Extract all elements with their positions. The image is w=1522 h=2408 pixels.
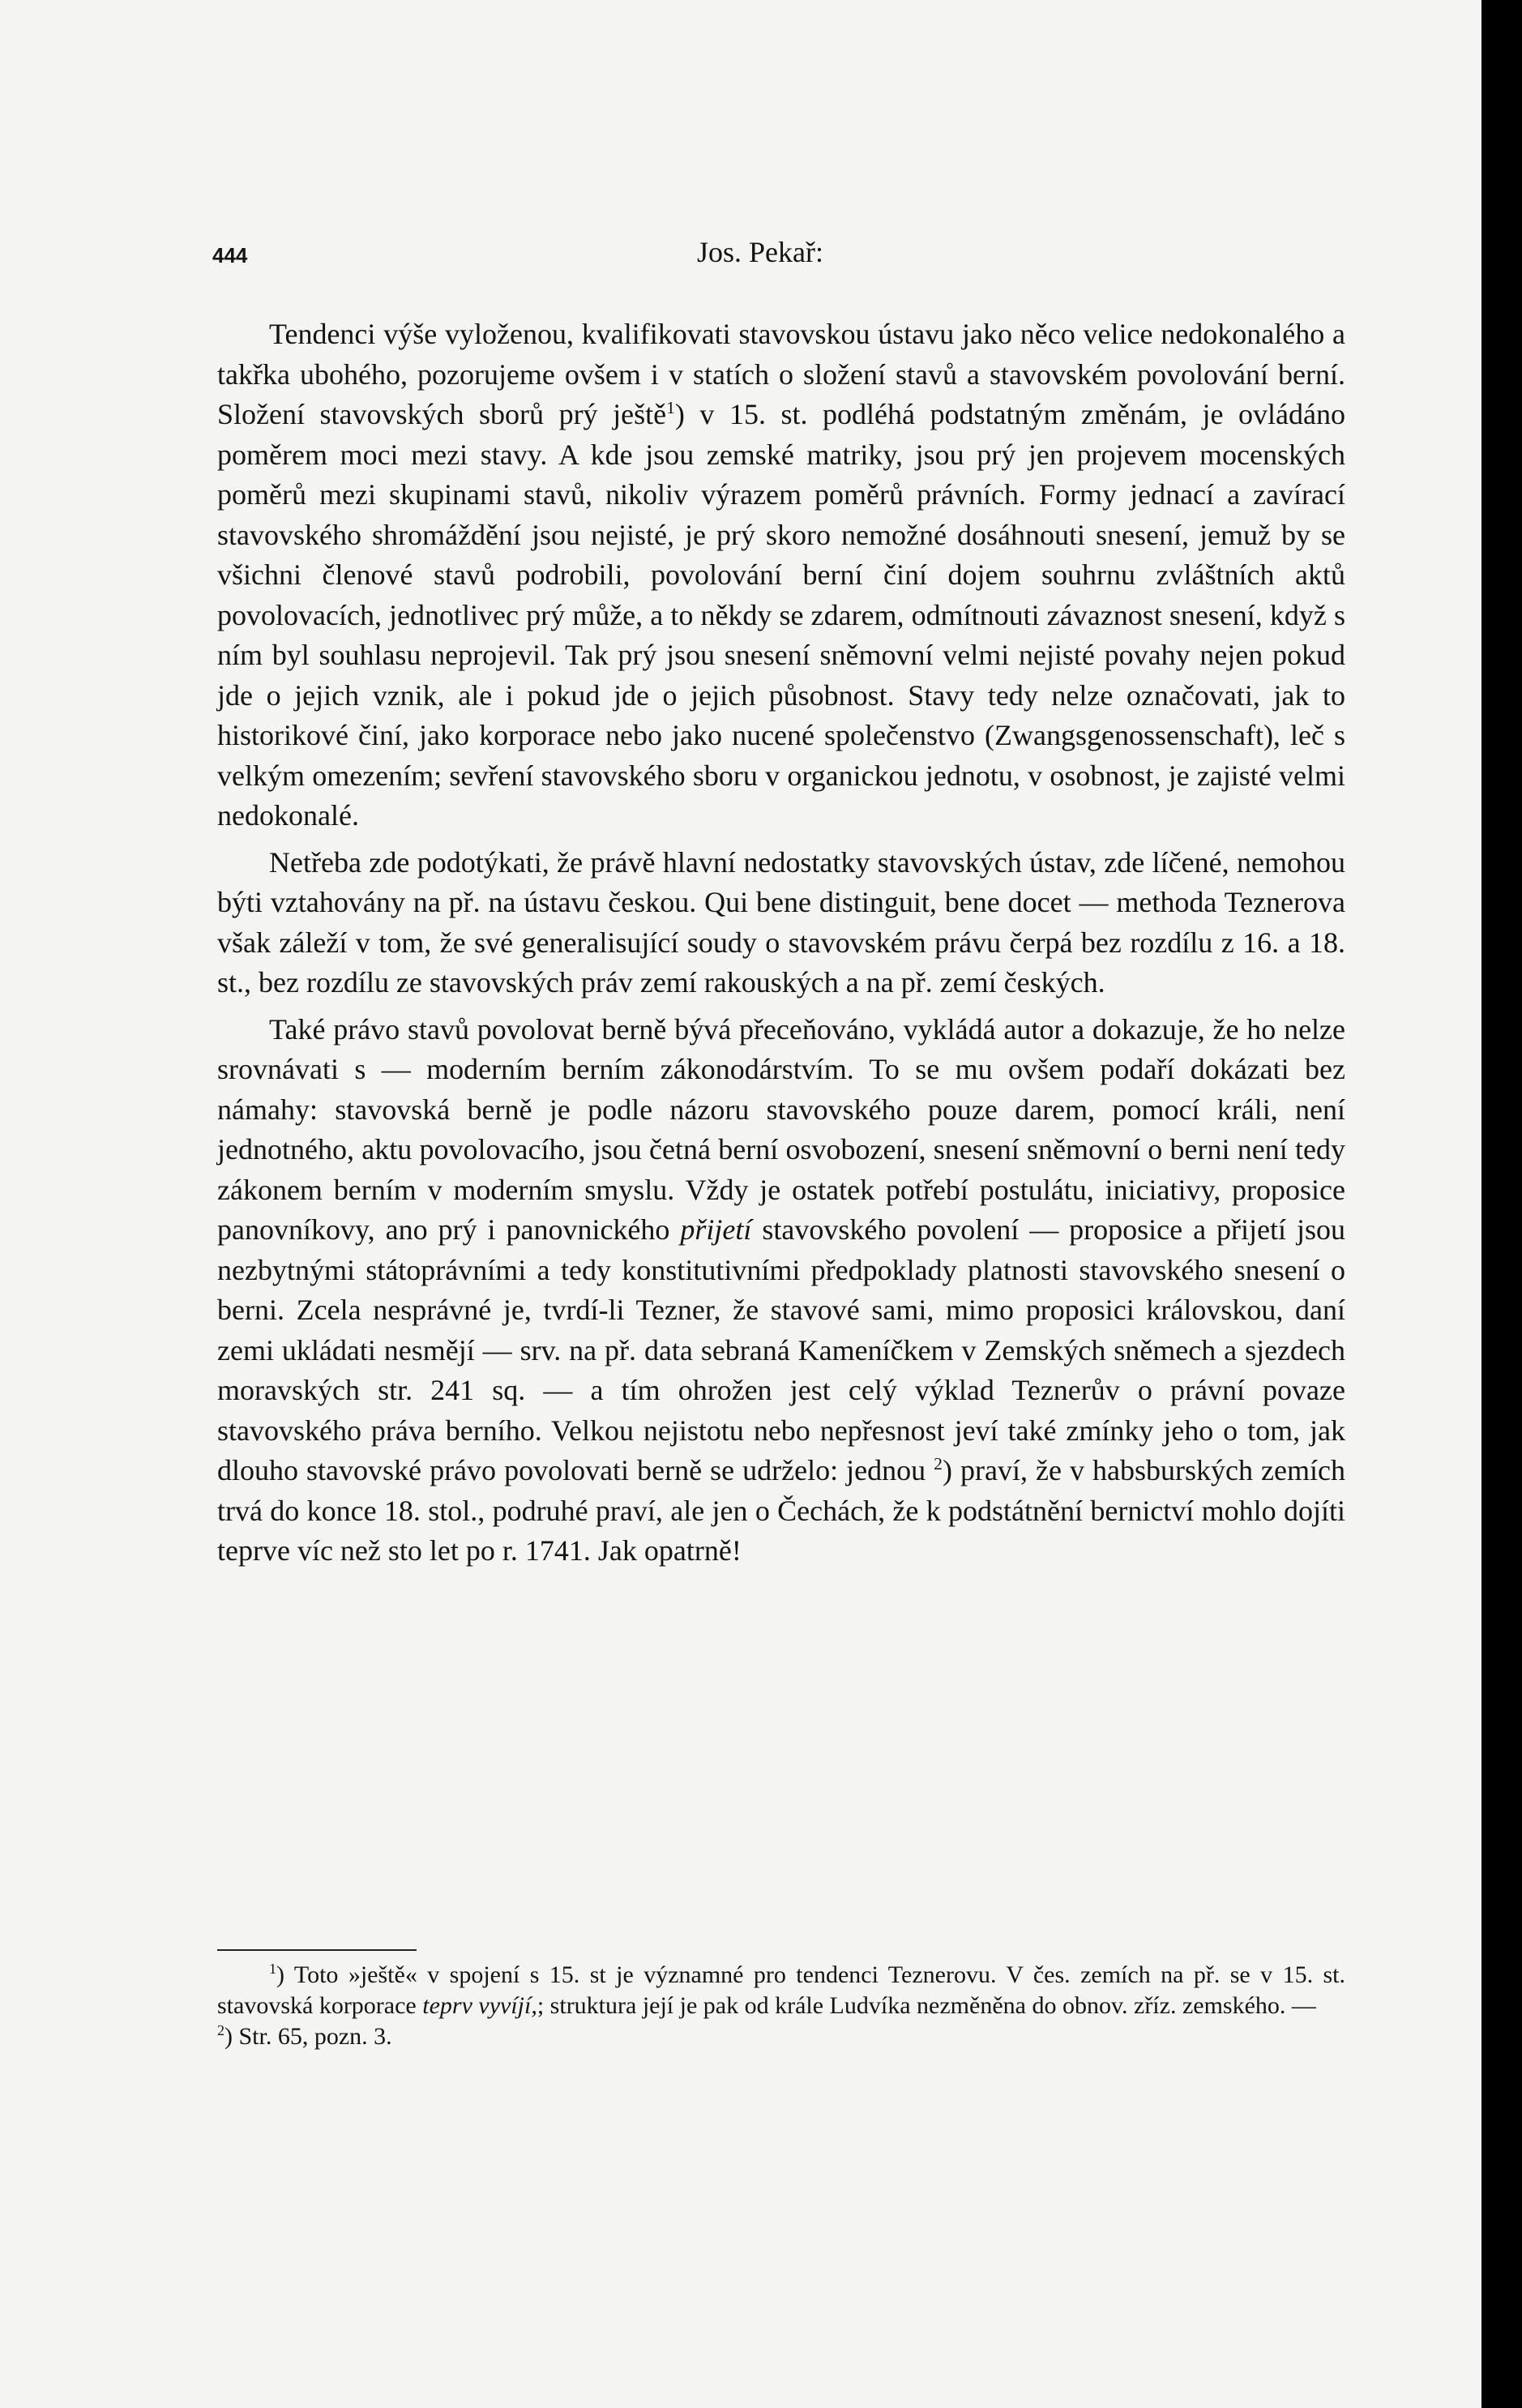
paragraph-1: Tendenci výše vyloženou, kvalifikovati stavovskou ústavu jako něco velice nedokonalého a takřka ubohého, pozorujeme ovšem i v statích o složení stavů a stavovském povolování berní. Složení stavovských sborů prý ještě$^1$) v 15. st. podléhá podstatným změnám, je ovládáno poměrem moci mezi stavy. A kde jsou zemské matriky, jsou prý jen projevem mocenských poměrů mezi skupinami stavů, nikoliv výrazem poměrů právních. Formy jednací a zavírací stavovského shromáždění jsou nejisté, je prý skoro nemožné dosáhnouti snesení, jemuž by se všichni členové stavů podrobili, povolování berní činí dojem souhrnu zvláštních aktů povolovacích, jednotlivec prý může, a to někdy se zdarem, odmítnouti závaznost snesení, když s ním byl souhlasu neprojevil. Tak prý jsou snesení sněmovní velmi nejisté povahy nejen pokud jde o jejich vznik, ale i pokud jde o jejich působnost. Stavy tedy nelze označovati, jak to historikové činí, jako korporace nebo jako nucené společenstvo (Zwangsgenossenschaft), leč s velkým omezením; sevření stavovského sboru v organickou jednotu, v osobnost, je zajisté velmi nedokonalé. [217,318,1346,832]
footnote-ref-2: 2 [934,1454,943,1473]
paragraph-3-text-c: praví, že v habsburských zemích trvá do konce 18. stol., podruhé praví, ale jen o Čechách, že k podstátnění bernictví mohlo dojíti teprve víc než sto let po r. 1741. Jak opatrně! [217,1454,1345,1567]
footnote-2-text: Str. 65, pozn. 3. [233,2023,392,2050]
footnote-2-marker: 2 [217,2022,224,2038]
footnote-ref-1: 1 [666,398,675,417]
footnote-1: $^1$) Toto »ještě« v spojení s 15. st je významné pro tendenci Teznerovu. V čes. zemích na př. se v 15. st. stavovská korporace teprv vyvíjí,; struktura její je pak od krále Ludvíka nezměněna do obnov. zříz. zemského. — $^2$) Str. 65, pozn. 3. [217,1961,1345,2050]
running-head: Jos. Pekař: [697,236,823,268]
paragraph-3-emphasis: přijetí [680,1213,752,1246]
paragraph-2: Netřeba zde podotýkati, že právě hlavní nedostatky stavovských ústav, zde líčené, nemohou býti vztahovány na př. na ústavu českou. Qui bene distinguit, bene docet — methoda Teznerova však záleží v tom, že své generalisující soudy o stavovském právu čerpá bez rozdílu z 16. a 18. st., bez rozdílu ze stavovských práv zemí rakouských a na př. zemí českých. [217,845,1345,999]
paragraph-3-text-a: Také právo stavů povolovat berně bývá přeceňováno, vykládá autor a dokazuje, že ho nelze srovnávati s — moderním berním zákonodárstvím. To se mu ovšem podaří dokázati bez námahy: stavovská berně je podle názoru stavovského pouze darem, pomocí králi, není jednotného, aktu povolovacího, jsou četná berní osvobození, snesení sněmovní o berni není tedy zákonem berním v moderním smyslu. Vždy je ostatek potřebí postulátu, iniciativy, proposice panovníkovy, ano prý i panovnického [217,1012,1345,1246]
paragraph-3-text-b: stavovského povolení — proposice a přijetí jsou nezbytnými státoprávními a tedy konstitutivními předpoklady platnosti stavovského snesení o berni. Zcela nesprávné je, tvrdí-li Tezner, že stavové sami, mimo proposici královskou, daní zemi ukládati nesmějí — srv. na př. data sebraná Kameníčkem v Zemských sněmech a sjezdech moravských str. 241 sq. — a tím ohrožen jest celý výklad Teznerův o právní povaze stavovského práva berního. Velkou nejistotu nebo nepřesnost jeví také zmínky jeho o tom, jak dlouho stavovské právo povolovati berně se udrželo: jednou [217,1213,1345,1486]
footnote-1-emphasis: teprv vyvíjí, [422,1992,537,2019]
footnote-1-text-b: ; struktura její je pak od krále Ludvíka nezměněna do obnov. zříz. zemského. — [537,1992,1316,2019]
page-number: 444 [212,243,248,267]
footnotes [217,1960,1345,2052]
page-header [212,235,1347,284]
footnote-1-text-a: Toto »ještě« v spojení s 15. st je významné pro tendenci Teznerovu. V čes. zemích na př. se v 15. st. stavovská korporace [217,1961,1345,2019]
footnote-divider [217,1949,417,1951]
footnote-1-marker: 1 [269,1961,276,1977]
paragraph-3: Také právo stavů povolovat berně bývá přeceňováno, vykládá autor a dokazuje, že ho nelze srovnávati s — moderním berním zákonodárstvím. To se mu ovšem podaří dokázati bez námahy: stavovská berně je podle názoru stavovského pouze darem, pomocí králi, není jednotného, aktu povolovacího, jsou četná berní osvobození, snesení sněmovní o berni není tedy zákonem berním v moderním smyslu. Vždy je ostatek potřebí postulátu, iniciativy, proposice panovníkovy, ano prý i panovnického přijetí stavovského povolení — proposice a přijetí jsou nezbytnými státoprávními a tedy konstitutivními předpoklady platnosti stavovského snesení o berni. Zcela nesprávné je, tvrdí-li Tezner, že stavové sami, mimo proposici královskou, daní zemi ukládati nesmějí — srv. na př. data sebraná Kameníčkem v Zemských sněmech a sjezdech moravských str. 241 sq. — a tím ohrožen jest celý výklad Teznerův o právní povaze stavovského práva berního. Velkou nejistotu nebo nepřesnost jeví také zmínky jeho o tom, jak dlouho stavovské právo povolovati berně se udrželo: jednou $^2$) praví, že v habsburských zemích trvá do konce 18. stol., podruhé praví, ale jen o Čechách, že k podstátnění bernictví mohlo dojíti teprve víc než sto let po r. 1741. Jak opatrně! [217,1012,1345,1567]
body-text [217,314,1345,1572]
paragraph-1-text-a: Tendenci výše vyloženou, kvalifikovati stavovskou ústavu jako něco velice nedokonalého a takřka ubohého, pozorujeme ovšem i v statích o složení stavů a stavovském povolování berní. Složení stavovských sborů prý ještě [217,318,1345,430]
paragraph-1-text-b: v 15. st. podléhá podstatným změnám, je ovládáno poměrem moci mezi stavy. A kde jsou zemské matriky, jsou prý jen projevem mocenských poměrů mezi skupinami stavů, nikoliv výrazem poměrů právních. Formy jednací a zavírací stavovského shromáždění jsou nejisté, je prý skoro nemožné dosáhnouti snesení, jemuž by se všichni členové stavů podrobili, povolování berní činí dojem souhrnu zvláštních aktů povolovacích, jednotlivec prý může, a to někdy se zdarem, odmítnouti závaznost snesení, když s ním byl souhlasu neprojevil. Tak prý jsou snesení sněmovní velmi nejisté povahy nejen pokud jde o jejich vznik, ale i pokud jde o jejich působnost. Stavy tedy nelze označovati, jak to historikové činí, jako korporace nebo jako nucené společenstvo (Zwangsgenossenschaft), leč s velkým omezením; sevření stavovského sboru v organickou jednotu, v osobnost, je zajisté velmi nedokonalé. [217,398,1346,832]
